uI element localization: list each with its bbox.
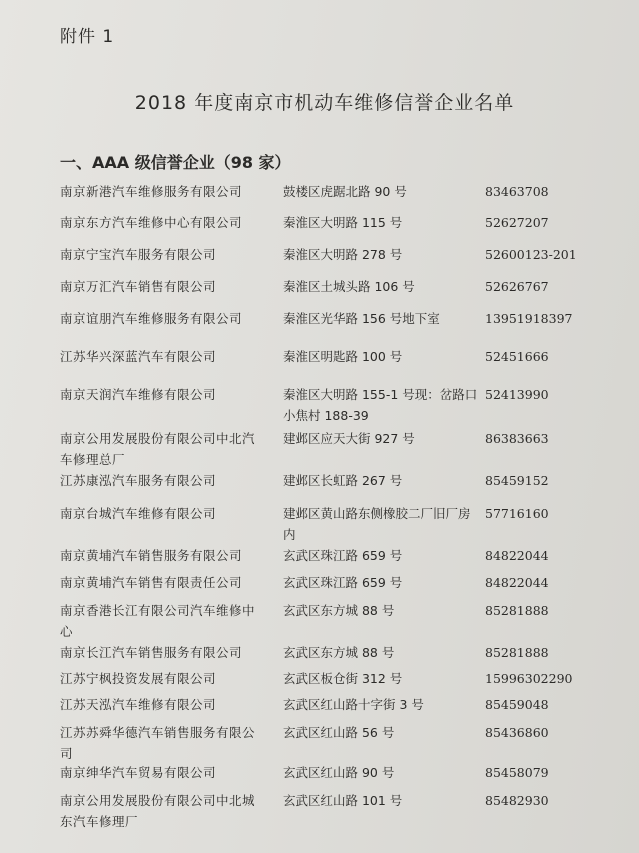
company-phone: 86383663 [485,431,549,446]
company-name: 江苏天泓汽车维修有限公司 [60,697,217,712]
company-name: 江苏华兴深蓝汽车有限公司 [60,349,217,364]
company-name: 南京长江汽车销售服务有限公司 [60,645,243,660]
company-address: 秦淮区明匙路 100 号 [283,349,403,364]
company-phone: 85482930 [485,793,549,808]
company-phone: 85459048 [485,697,549,712]
company-name: 南京香港长江有限公司汽车维修中心 [60,603,256,639]
company-address: 秦淮区大明路 278 号 [283,247,403,262]
company-name: 南京万汇汽车销售有限公司 [60,279,217,294]
company-phone: 85459152 [485,473,549,488]
company-phone: 85281888 [485,645,549,660]
company-phone: 15996302290 [485,671,573,686]
company-address: 秦淮区土城头路 106 号 [283,279,415,294]
company-phone: 52626767 [485,279,549,294]
company-name: 南京台城汽车维修有限公司 [60,506,217,521]
company-address: 建邺区长虹路 267 号 [283,473,403,488]
section-heading: 一、AAA 级信誉企业（98 家） [60,153,291,172]
company-name: 江苏康泓汽车服务有限公司 [60,473,217,488]
company-phone: 52600123-201 [485,247,577,262]
company-address: 玄武区珠江路 659 号 [283,575,403,590]
company-phone: 57716160 [485,506,549,521]
company-phone: 52413990 [485,387,549,402]
company-address: 秦淮区大明路 115 号 [283,215,403,230]
company-name: 南京黄埔汽车销售有限责任公司 [60,575,243,590]
attachment-label: 附件 1 [60,27,115,47]
company-address: 玄武区珠江路 659 号 [283,548,403,563]
company-address: 玄武区红山路 90 号 [283,765,395,780]
company-phone: 85281888 [485,603,549,618]
company-name: 南京天润汽车维修有限公司 [60,387,217,402]
company-address: 鼓楼区虎踞北路 90 号 [283,184,407,199]
company-name: 南京黄埔汽车销售服务有限公司 [60,548,243,563]
company-phone: 52451666 [485,349,549,364]
company-address: 玄武区红山路十字街 3 号 [283,697,424,712]
company-address: 玄武区东方城 88 号 [283,603,395,618]
company-address: 秦淮区大明路 155-1 号现：岔路口小焦村 188-39 [283,387,478,423]
company-phone: 85458079 [485,765,549,780]
company-phone: 83463708 [485,184,549,199]
company-name: 南京宁宝汽车服务有限公司 [60,247,217,262]
company-address: 玄武区红山路 101 号 [283,793,403,808]
company-address: 秦淮区光华路 156 号地下室 [283,311,440,326]
company-phone: 52627207 [485,215,549,230]
company-phone: 84822044 [485,548,549,563]
company-name: 南京绅华汽车贸易有限公司 [60,765,217,780]
company-name: 南京东方汽车维修中心有限公司 [60,215,243,230]
company-name: 南京公用发展股份有限公司中北汽车修理总厂 [60,431,256,467]
company-name: 南京新港汽车维修服务有限公司 [60,184,243,199]
company-address: 建邺区应天大街 927 号 [283,431,415,446]
company-address: 玄武区东方城 88 号 [283,645,395,660]
company-phone: 13951918397 [485,311,573,326]
company-address: 建邺区黄山路东侧橡胶二厂旧厂房内 [283,506,471,542]
company-address: 玄武区板仓街 312 号 [283,671,403,686]
company-name: 江苏苏舜华德汽车销售服务有限公司 [60,725,256,761]
company-address: 玄武区红山路 56 号 [283,725,395,740]
document-title: 2018 年度南京市机动车维修信誉企业名单 [134,92,515,114]
company-phone: 85436860 [485,725,549,740]
company-name: 南京谊朋汽车维修服务有限公司 [60,311,243,326]
company-name: 江苏宁枫投资发展有限公司 [60,671,217,686]
company-phone: 84822044 [485,575,549,590]
company-name: 南京公用发展股份有限公司中北城东汽车修理厂 [60,793,256,829]
